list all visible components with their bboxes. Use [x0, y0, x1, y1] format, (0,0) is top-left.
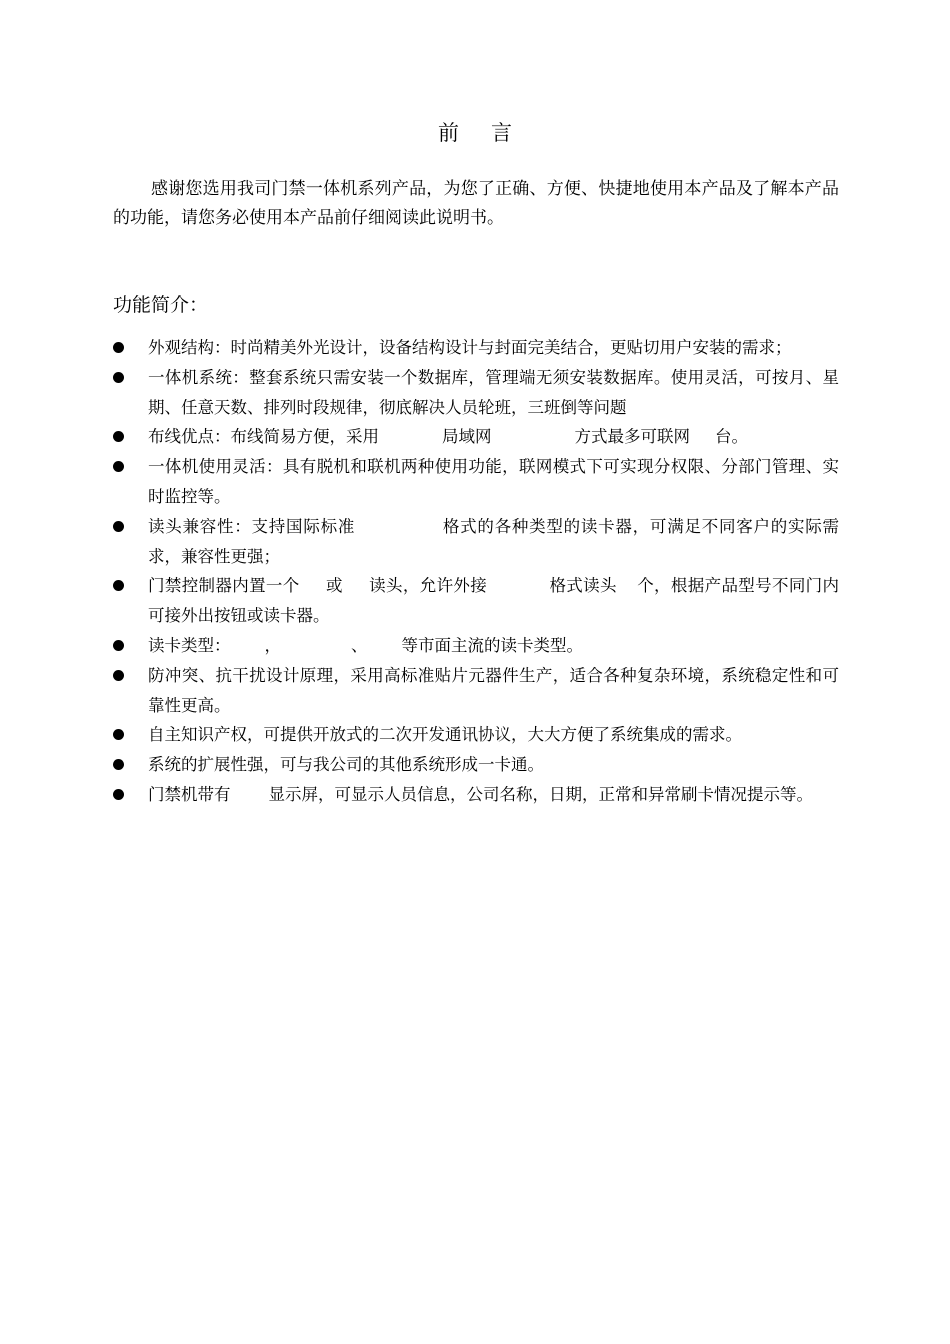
list-item — [113, 571, 839, 631]
intro-paragraph: 感谢您选用我司门禁一体机系列产品，为您了正确、方便、快捷地使用本产品及了解本产品的功能，请您务必使用本产品前仔细阅读此说明书。 — [113, 179, 839, 228]
feature-text: 、 — [351, 635, 368, 655]
feature-text: 一体机使用灵活：具有脱机和联机两种使用功能，联网模式下可实现分权限、分部门管理、实时监控等。 — [148, 457, 839, 506]
feature-text: 门禁机带有 — [148, 784, 231, 804]
bullet-icon — [113, 372, 124, 383]
bullet-icon — [113, 431, 124, 442]
list-item — [113, 512, 839, 572]
feature-text: 或 — [325, 576, 343, 596]
feature-text: 等市面主流的读卡类型。 — [401, 635, 583, 655]
bullet-icon — [113, 640, 124, 651]
feature-text: 格式的各种类型的读卡器，可满足不同客户的实际需求，兼容性更强； — [148, 516, 840, 566]
bullet-icon — [113, 342, 124, 353]
bullet-icon — [113, 670, 124, 681]
document-title: 前言 — [438, 121, 544, 145]
feature-text: ， — [264, 635, 281, 655]
feature-text: 读卡类型： — [148, 635, 231, 655]
feature-text: 格式读头 — [549, 576, 617, 596]
bullet-icon — [113, 789, 124, 800]
list-item — [113, 720, 839, 750]
feature-text: 台。 — [715, 427, 748, 447]
feature-text: 防冲突、抗干扰设计原理，采用高标准贴片元器件生产，适合各种复杂环境，系统稳定性和可靠性更高。 — [148, 665, 839, 715]
section-heading: 功能简介： — [113, 294, 209, 316]
feature-text: 系统的扩展性强，可与我公司的其他系统形成一卡通。 — [148, 755, 544, 775]
feature-text: 布线优点：布线简易方便，采用 — [148, 427, 379, 447]
feature-text: 读头兼容性：支持国际标准 — [148, 516, 356, 536]
bullet-icon — [113, 461, 124, 472]
feature-text: 显示屏，可显示人员信息，公司名称，日期，正常和异常刷卡情况提示等。 — [268, 784, 813, 804]
bullet-icon — [113, 580, 124, 591]
list-item — [113, 661, 839, 721]
feature-list — [113, 333, 839, 810]
feature-text: 局域网 — [442, 427, 492, 447]
feature-text: 一体机系统：整套系统只需安装一个数据库，管理端无须安装数据库。使用灵活，可按月、星期、任意天数、排列时段规律，彻底解决人员轮班，三班倒等问题 — [148, 367, 839, 417]
bullet-icon — [113, 729, 124, 740]
list-item — [113, 780, 839, 810]
feature-text: 外观结构：时尚精美外光设计，设备结构设计与封面完美结合，更贴切用户安装的需求； — [148, 338, 792, 357]
list-item — [113, 363, 839, 423]
list-item — [113, 750, 839, 780]
feature-text: 门禁控制器内置一个 — [148, 576, 300, 596]
list-item — [113, 631, 839, 661]
bullet-icon — [113, 521, 124, 532]
feature-text: 方式最多可联网 — [574, 427, 690, 447]
feature-text: 自主知识产权，可提供开放式的二次开发通讯协议，大大方便了系统集成的需求。 — [148, 725, 742, 745]
bullet-icon — [113, 759, 124, 770]
list-item — [113, 452, 839, 512]
list-item — [113, 422, 839, 452]
feature-text: 读头，允许外接 — [368, 576, 488, 596]
feature-text: 个，根据产品型号不同门内可接外出按钮或读卡器。 — [148, 576, 840, 626]
list-item — [113, 333, 839, 363]
